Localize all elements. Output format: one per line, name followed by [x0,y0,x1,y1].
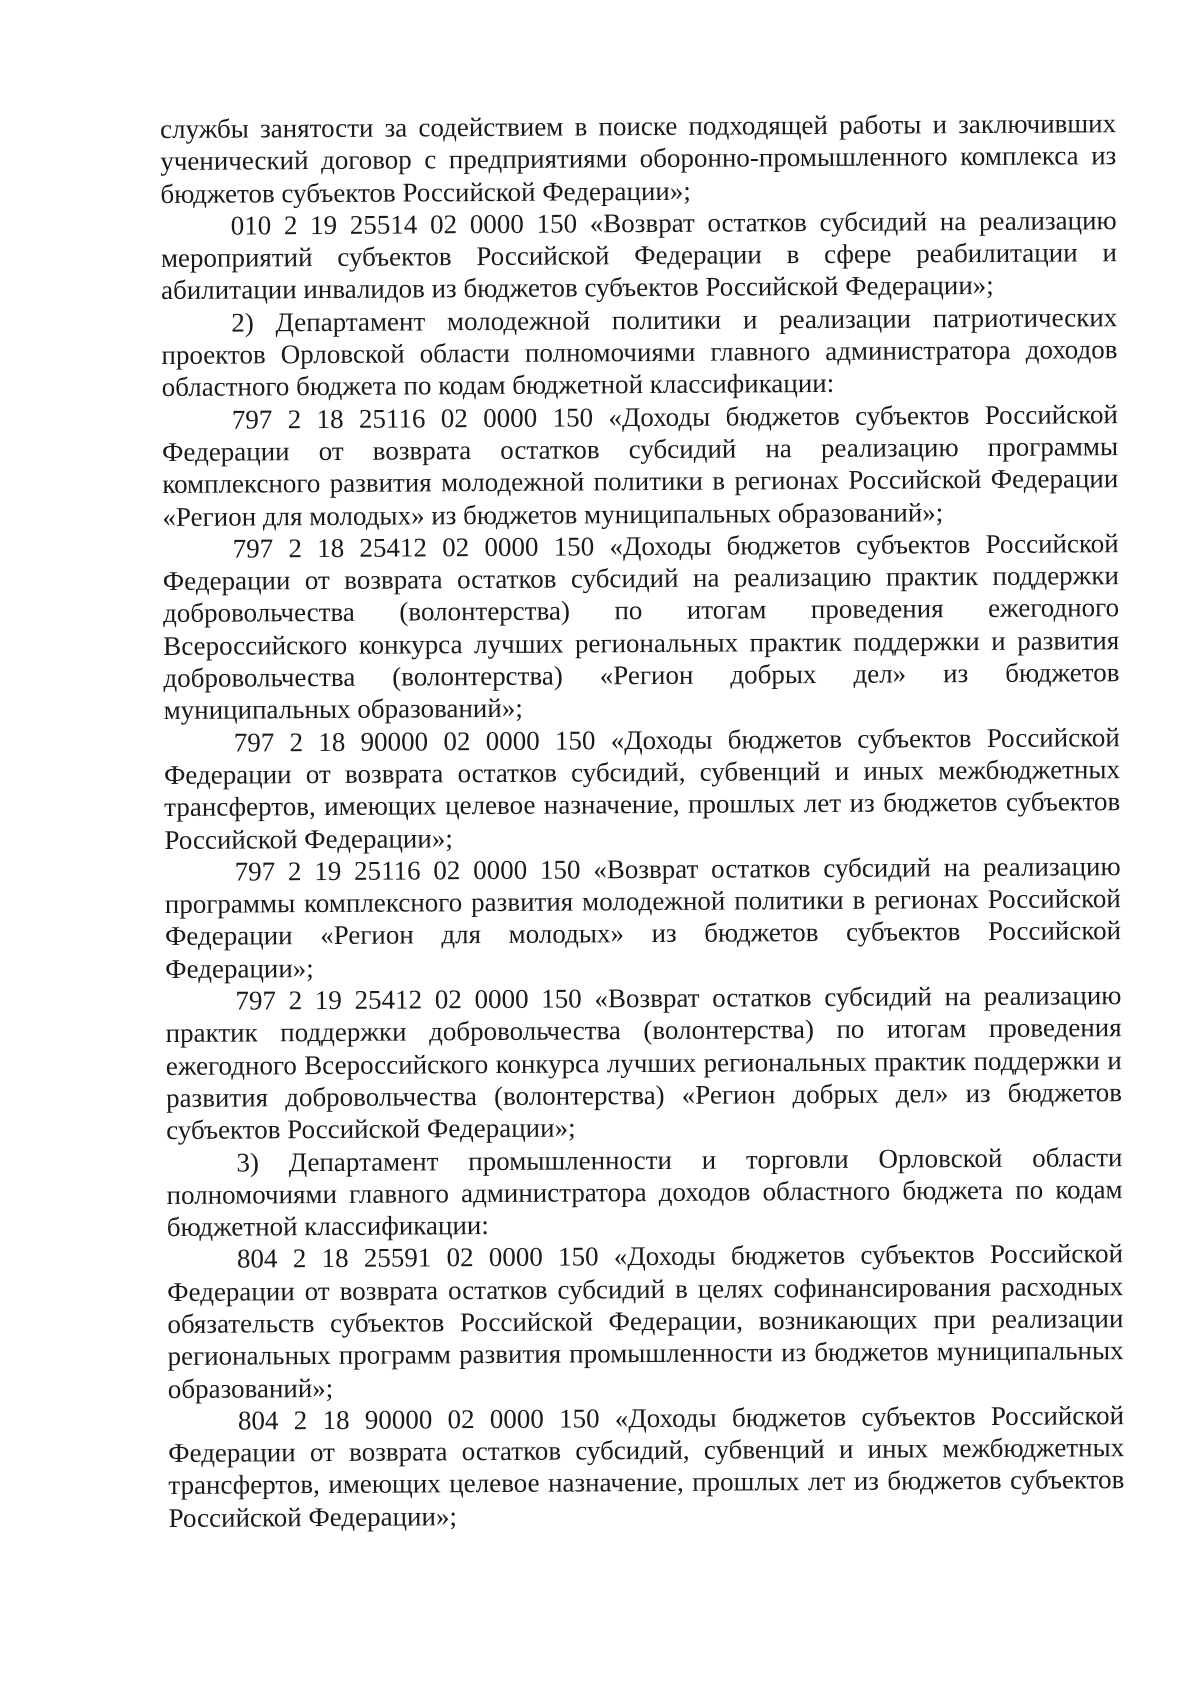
paragraph-code-797-2-19-25116: 797 2 19 25116 02 0000 150 «Возврат остатков субсидий на реализацию программы комплексного развития молодежной политики в регионах Российской Федерации «Регион для молодых» из бюджетов субъектов Российской Федерации»; [164,850,1122,984]
paragraph-code-797-2-18-25412: 797 2 18 25412 02 0000 150 «Доходы бюджетов субъектов Российской Федерации от возврата остатков субсидий на реализацию практик поддержки добровольчества (волонтерства) по итогам проведения ежегодного Всероссийского конкурса лучших региональных практик поддержки и развития добровольчества (волонтерства) «Регион добрых дел» из бюджетов муниципальных образований»; [162,528,1120,726]
paragraph-code-797-2-18-90000: 797 2 18 90000 02 0000 150 «Доходы бюджетов субъектов Российской Федерации от возврата остатков субсидий, субвенций и иных межбюджетных трансфертов, имеющих целевое назначение, прошлых лет из бюджетов субъектов Российской Федерации»; [163,721,1121,855]
document-body [160,107,1125,1534]
paragraph-code-804-2-18-25591: 804 2 18 25591 02 0000 150 «Доходы бюджетов субъектов Российской Федерации от возврата остатков субсидий в целях софинансирования расходных обязательств субъектов Российской Федерации, возникающих при реализации региональных программ развития промышленности из бюджетов муниципальных образований»; [167,1238,1124,1404]
paragraph-code-804-2-18-90000: 804 2 18 90000 02 0000 150 «Доходы бюджетов субъектов Российской Федерации от возврата остатков субсидий, субвенций и иных межбюджетных трансфертов, имеющих целевое назначение, прошлых лет из бюджетов субъектов Российской Федерации»; [168,1400,1125,1533]
paragraph-code-010-2-19-25514: 010 2 19 25514 02 0000 150 «Возврат остатков субсидий на реализацию мероприятий субъектов Российской Федерации в сфере реабилитации и абилитации инвалидов из бюджетов субъектов Российской Федерации»; [160,205,1117,306]
paragraph-continuation: службы занятости за содействием в поиске подходящей работы и заключивших ученический договор с предприятиями оборонно-промышленного комплекса из бюджетов субъектов Российской Федерации»; [160,108,1117,209]
paragraph-code-797-2-18-25116: 797 2 18 25116 02 0000 150 «Доходы бюджетов субъектов Российской Федерации от возврата остатков субсидий на реализацию программы комплексного развития молодежной политики в регионах Российской Федерации «Регион для молодых» из бюджетов муниципальных образований»; [161,398,1119,532]
paragraph-item-2-youth-department: 2) Департамент молодежной политики и реализации патриотических проектов Орловской области полномочиями главного администратора доходов областного бюджета по кодам бюджетной классификации: [161,301,1118,403]
paragraph-code-797-2-19-25412: 797 2 19 25412 02 0000 150 «Возврат остатков субсидий на реализацию практик поддержки добровольчества (волонтерства) по итогам проведения ежегодного Всероссийского конкурса лучших региональных практик поддержки и развития добровольчества (волонтерства) «Регион добрых дел» из бюджетов субъектов Российской Федерации»; [165,980,1123,1146]
paragraph-item-3-industry-department: 3) Департамент промышленности и торговли Орловской области полномочиями главного администратора доходов областного бюджета по кодам бюджетной классификации: [166,1141,1123,1243]
